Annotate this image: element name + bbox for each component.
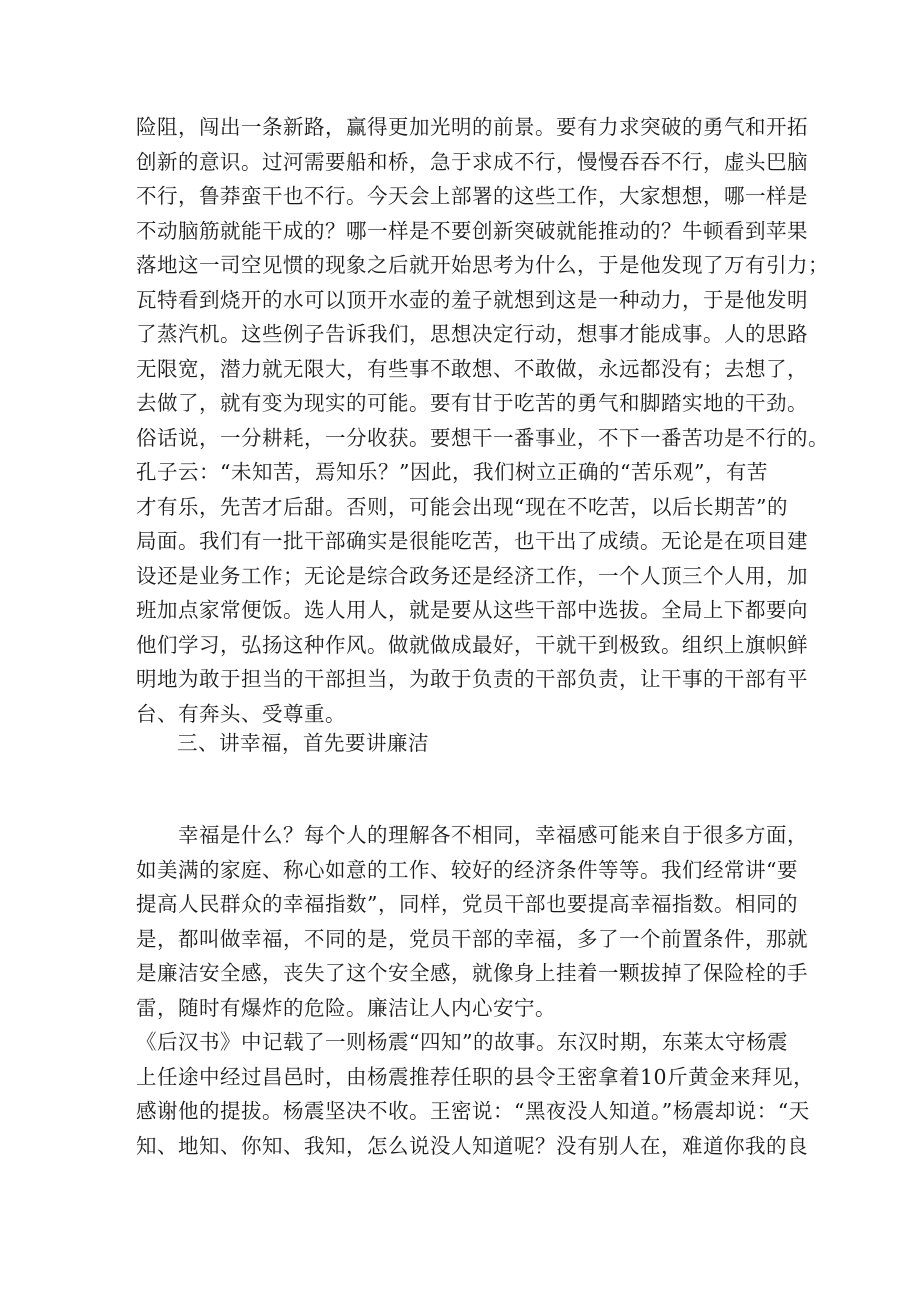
text-line: 才有乐，先苦才后甜。否则，可能会出现“现在不吃苦，以后长期苦”的: [136, 494, 788, 519]
section-heading: 三、讲幸福，首先要讲廉洁: [177, 731, 429, 755]
text-line: 孔子云：“未知苦，焉知乐？”因此，我们树立正确的“苦乐观”，有苦: [136, 460, 768, 484]
text-line: 局面。我们有一批干部确实是很能吃苦，也干出了成绩。无论是在项目建: [136, 529, 808, 553]
text-line: 上任途中经过昌邑时，由杨震推荐任职的县令王密拿着10斤黄金来拜见，: [136, 1064, 815, 1089]
text-line: 了蒸汽机。这些例子告诉我们，思想决定行动，想事才能成事。人的思路: [136, 322, 808, 346]
text-line: 去做了，就有变为现实的可能。要有甘于吃苦的勇气和脚踏实地的干劲。: [136, 391, 808, 415]
text-line: 明地为敢于担当的干部担当，为敢于负责的干部负责，让干事的干部有平: [136, 667, 808, 691]
text-line: 创新的意识。过河需要船和桥，急于求成不行，慢慢吞吞不行，虚头巴脑: [136, 149, 808, 174]
text-line: 感谢他的提拔。杨震坚决不收。王密说：“黑夜没人知道。”杨震却说：“天: [136, 1099, 810, 1123]
text-line: 是，都叫做幸福，不同的是，党员干部的幸福，多了一个前置条件，那就: [136, 926, 808, 951]
text-line: 雷，随时有爆炸的危险。廉洁让人内心安宁。: [136, 995, 556, 1020]
text-line: 设还是业务工作；无论是综合政务还是经济工作，一个人顶三个人用，加: [136, 563, 808, 588]
text-line: 台、有奔头、受尊重。: [136, 701, 346, 726]
text-line: 《后汉书》中记载了一则杨震“四知”的故事。东汉时期，东莱太守杨震: [136, 1030, 788, 1054]
paragraph-2: [136, 818, 815, 1163]
text-line: 提高人民群众的幸福指数”，同样，党员干部也要提高幸福指数。相同的: [136, 892, 798, 916]
text-line: 是廉洁安全感，丧失了这个安全感，就像身上挂着一颗拔掉了保险栓的手: [136, 961, 808, 985]
text-line: 瓦特看到烧开的水可以顶开水壶的羞子就想到这是一种动力，于是他发明: [136, 287, 808, 312]
text-line: 知、地知、你知、我知，怎么说没人知道呢？没有别人在，难道你我的良: [136, 1133, 808, 1158]
text-line: 不行，鲁莽蛮干也不行。今天会上部署的这些工作，大家想想，哪一样是: [136, 184, 808, 208]
text-line: 落地这一司空见惯的现象之后就开始思考为什么，于是他发现了万有引力；: [136, 253, 829, 277]
text-line: 幸福是什么？每个人的理解各不相同，幸福感可能来自于很多方面，: [136, 823, 808, 847]
paragraph-1: [136, 110, 829, 731]
text-line: 班加点家常便饭。选人用人，就是要从这些干部中选拔。全局上下都要向: [136, 598, 808, 622]
text-line: 不动脑筋就能干成的？哪一样是不要创新突破就能推动的？牛顿看到苹果: [136, 218, 808, 243]
text-line: 如美满的家庭、称心如意的工作、较好的经济条件等等。我们经常讲“要: [136, 857, 798, 882]
text-line: 险阻，闯出一条新路，赢得更加光明的前景。要有力求突破的勇气和开拓: [136, 115, 808, 139]
text-line: 无限宽，潜力就无限大，有些事不敢想、不敢做，永远都没有；去想了，: [136, 356, 808, 381]
text-line: 他们学习，弘扬这种作风。做就做成最好，干就干到极致。组织上旗帜鲜: [136, 632, 808, 657]
text-line: 俗话说，一分耕耗，一分收获。要想干一番事业，不下一番苦功是不行的。: [136, 425, 829, 450]
